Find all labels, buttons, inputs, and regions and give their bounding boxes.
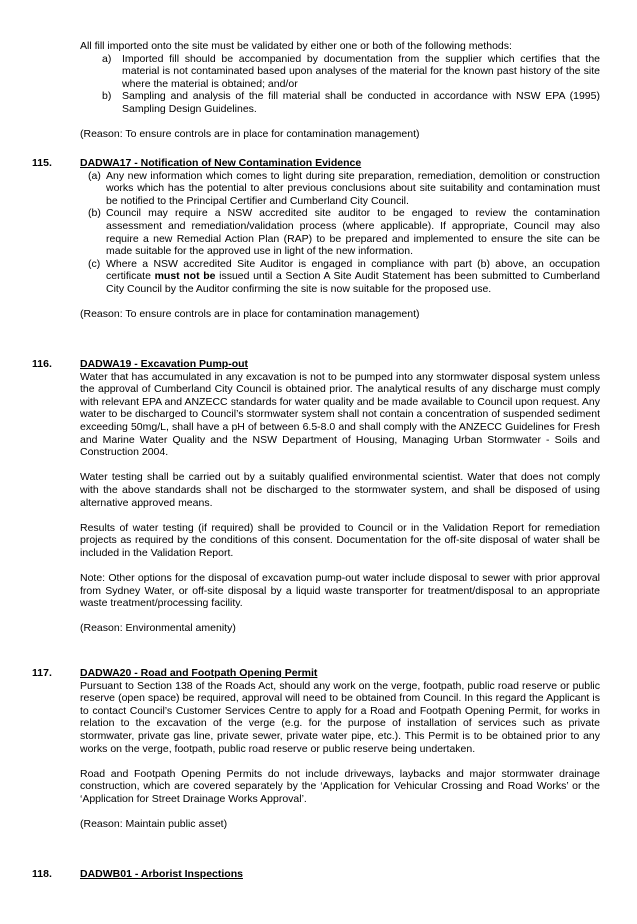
- fill-validation-section: [80, 40, 600, 141]
- condition-117: [80, 667, 600, 831]
- list-item-text-pre: Where a NSW accredited Site Auditor is engaged in compliance with part (b) above, an occupation certificate: [106, 257, 600, 283]
- list-item: [80, 170, 600, 208]
- list-item: [80, 258, 600, 296]
- list-item-text: Council may require a NSW accredited site auditor to be engaged to review the contamination assessment and remediation/validation process (where applicable). If appropriate, Council may also require a new Remedial Action Plan (RAP) to be prepared and implemented to ensure the site can be made suitable for the approved use in light of the new information.: [106, 207, 600, 258]
- list-marker: (c): [88, 257, 101, 270]
- reason-text: (Reason: To ensure controls are in place for contamination management): [80, 308, 420, 321]
- condition-heading: DADWA19 - Excavation Pump-out: [80, 358, 249, 370]
- list-marker: (a): [88, 169, 101, 182]
- paragraph: Water that has accumulated in any excavation is not to be pumped into any stormwater disposal system unless the approval of Cumberland City Council is obtained prior. The analytical results of any discharge must comply with relevant EPA and ANZECC standards for water quality and be made available to Council upon request. Any water to be discharged to Council’s stormwater system shall not contain a concentration of suspended sediment exceeding 50mg/L, shall have a pH of between 6.5-8.0 and shall comply with the ANZECC Guidelines for Fresh and Marine Water Quality and the NSW Department of Housing, Managing Urban Stormwater - Soils and Construction 2004.: [80, 370, 600, 459]
- fill-validation-lead: All fill imported onto the site must be validated by either one or both of the following methods:: [80, 40, 512, 52]
- condition-number: 115.: [32, 157, 52, 169]
- list-marker: b): [102, 90, 112, 103]
- condition-number: 116.: [32, 358, 52, 370]
- list-marker: a): [102, 52, 112, 65]
- condition-number: 118.: [32, 868, 52, 880]
- paragraph: Pursuant to Section 138 of the Roads Act, should any work on the verge, footpath, public road reserve or public reserve (open space) be required, approval will need to be obtained from Council. In this regard the Applicant is to contact Council’s Customer Services Centre to apply for a Road and Footpath Opening Permit, for works in relation to the excavation of the verge (e.g. for the purpose of installation of services such as private stormwater, private gas line, private sewer, private water pipe, etc.). This Permit is to be obtained prior to any works on the verge, footpath, public road reserve or public reserve being undertaken.: [80, 679, 600, 755]
- paragraph: Water testing shall be carried out by a suitably qualified environmental scientist. Water that does not comply with the above standards shall not be discharged to the stormwater system, and shall be disposed of using alternative approved means.: [80, 471, 600, 509]
- list-item: [80, 90, 600, 115]
- list-item: [80, 207, 600, 257]
- reason-text: (Reason: To ensure controls are in place for contamination management): [80, 128, 420, 141]
- condition-118: [80, 868, 600, 881]
- paragraph: Note: Other options for the disposal of excavation pump-out water include disposal to sewer with prior approval from Sydney Water, or off-site disposal by a liquid waste transporter for treatment/disposal to an appropriate waste treatment/processing facility.: [80, 572, 600, 610]
- list-item-text-post: issued until a Section A Site Audit Statement has been submitted to Cumberland City Council by the Auditor confirming the site is now suitable for the proposed use.: [106, 270, 600, 295]
- reason-text: (Reason: Environmental amenity): [80, 622, 236, 635]
- list-item-text: Any new information which comes to light during site preparation, remediation, demolition or construction works which has the potential to alter previous conclusions about site suitability and contamination must be notified to the Principal Certifier and Cumberland City Council.: [106, 169, 600, 207]
- paragraph: Road and Footpath Opening Permits do not include driveways, laybacks and major stormwater drainage construction, which are covered separately by the ‘Application for Vehicular Crossing and Road Works’ or the ‘Application for Street Drainage Works Approval’.: [80, 767, 600, 805]
- paragraph: Results of water testing (if required) shall be provided to Council or in the Validation Report for remediation projects as required by the conditions of this consent. Documentation for the off-site disposal of water shall be included in the Validation Report.: [80, 521, 600, 559]
- emphasis-text: must not be: [154, 270, 216, 283]
- condition-heading: DADWA20 - Road and Footpath Opening Permit: [80, 667, 318, 679]
- condition-heading: DADWA17 - Notification of New Contamination Evidence: [80, 157, 362, 169]
- condition-heading: DADWB01 - Arborist Inspections: [80, 868, 243, 880]
- condition-number: 117.: [32, 667, 52, 679]
- condition-115: [80, 157, 600, 321]
- list-item-text: Sampling and analysis of the fill material shall be conducted in accordance with NSW EPA (1995) Sampling Design Guidelines.: [122, 90, 600, 115]
- reason-text: (Reason: Maintain public asset): [80, 818, 228, 831]
- list-marker: (b): [88, 207, 101, 220]
- list-item-text: Imported fill should be accompanied by documentation from the supplier which certifies that the material is not contaminated based upon analyses of the material for the known past history of the site where the material is obtained; and/or: [122, 52, 600, 90]
- list-item: [80, 53, 600, 91]
- condition-116: [80, 358, 600, 635]
